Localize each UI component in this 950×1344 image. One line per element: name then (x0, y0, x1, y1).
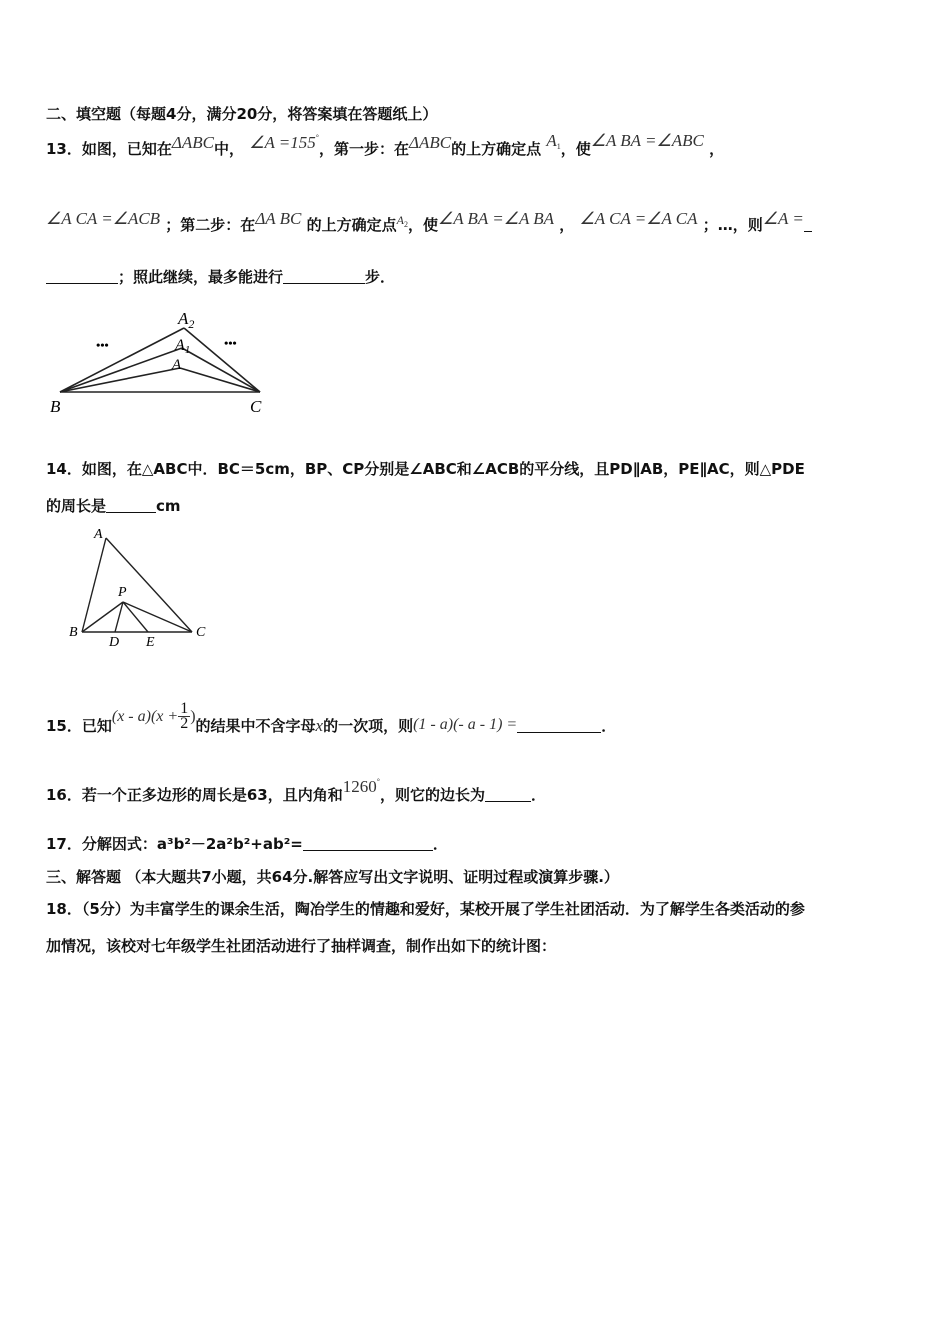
math-eq1: ∠A BA =∠ABC (590, 131, 704, 150)
q13-text: 13．如图，已知在 (46, 140, 172, 158)
q13-text: 中， (213, 140, 244, 158)
math-expr-right: ) (190, 708, 196, 725)
math-eq3: ∠A BA =∠A BA (437, 209, 555, 228)
answer-blank[interactable] (303, 836, 433, 851)
q14-line1: 14．如图，在△ABC中．BC＝5cm，BP、CP分别是∠ABC和∠ACB的平分线，且PD∥AB，PE∥AC，则△PDE (46, 460, 805, 478)
answer-blank[interactable] (283, 269, 365, 284)
label-d: D (109, 635, 120, 650)
math-eq2: ∠A CA =∠ACB (46, 209, 161, 228)
math-angle-a: ∠A =155° (249, 133, 319, 152)
math-eq5: ∠A = (762, 209, 804, 228)
q13-line2 (46, 209, 812, 235)
section-3-heading: 三、解答题 （本大题共7小题，共64分.解答应写出文字说明、证明过程或演算步骤.） (46, 868, 619, 886)
label-a2: $A_2$ (178, 309, 195, 331)
math-expr2: (1 - a)(- a - 1) = (413, 716, 518, 733)
q13-text: ，第一步：在 (318, 140, 409, 158)
math-triangle-abc: ΔABC (171, 133, 214, 152)
label-a: A (172, 357, 182, 373)
q15-line: 15．已知(x - a)(x + $\frac{1}{2}$ )的结果中不含字母x的一次项，则(1 - a)(- a - 1) = ． (46, 700, 617, 735)
answer-blank[interactable] (485, 787, 531, 802)
q14-line2: 的周长是 cm (46, 497, 181, 515)
q13-text: ， (559, 216, 575, 234)
q14-triangle-figure (66, 524, 216, 650)
math-expr-left: (x - a)(x + (111, 708, 179, 725)
answer-blank[interactable] (106, 498, 156, 513)
q13-text: ，使 (407, 216, 438, 234)
dots-left: ••• (96, 338, 109, 352)
answer-blank[interactable] (804, 217, 812, 232)
math-factor-expr: a³b²－2a²b²+ab²= (156, 835, 303, 853)
math-eq4: ∠A CA =∠A CA (579, 209, 698, 228)
math-point-a2: A2 (396, 213, 408, 229)
answer-blank[interactable] (46, 269, 118, 284)
label-c: C (196, 625, 206, 640)
math-triangle-abc-2: ΔABC (408, 133, 452, 152)
dots-right: ••• (224, 336, 237, 350)
q18-line2: 加情况，该校对七年级学生社团活动进行了抽样调查，制作出如下的统计图： (46, 937, 557, 955)
label-p: P (118, 585, 127, 600)
q13-text: 的上方确定点 (451, 140, 542, 158)
q13-text: ；照此继续，最多能进行 (118, 268, 284, 286)
label-b: B (69, 625, 78, 640)
label-e: E (146, 635, 155, 650)
q16-line: 16．若一个正多边形的周长是63，且内角和1260°，则它的边长为 ． (46, 777, 546, 804)
math-fraction: $\frac{1}{2}$ (180, 700, 189, 732)
section-2-heading: 二、填空题（每题4分，满分20分，将答案填在答题纸上） (46, 105, 438, 123)
q13-text: ， (709, 140, 725, 158)
label-a: A (94, 527, 103, 542)
q18-line1: 18．（5分）为丰富学生的课余生活，陶冶学生的情趣和爱好，某校开展了学生社团活动．为了解学生各类活动的参 (46, 900, 805, 918)
answer-blank[interactable] (517, 718, 601, 733)
label-b: B (50, 397, 61, 416)
math-point-a1: $A_1$ (546, 131, 561, 151)
q13-line3 (46, 266, 395, 287)
q13-text: ；第二步：在 (165, 216, 256, 234)
q13-triangle-figure (48, 304, 278, 420)
q13-line1 (46, 131, 725, 159)
q13-text: 步． (365, 268, 396, 286)
q17-line: 17．分解因式：a³b²－2a²b²+ab²= ． (46, 835, 448, 853)
label-a1: A1 (175, 337, 191, 356)
q13-text: ，使 (560, 140, 591, 158)
q13-text: ；…，则 (702, 216, 763, 234)
q13-text: 的上方确定点 (306, 216, 397, 234)
math-triangle-a1bc: ΔA BC (255, 209, 302, 228)
label-c: C (250, 397, 262, 416)
math-1260: 1260° (342, 777, 380, 796)
math-var-x: x (315, 716, 324, 735)
